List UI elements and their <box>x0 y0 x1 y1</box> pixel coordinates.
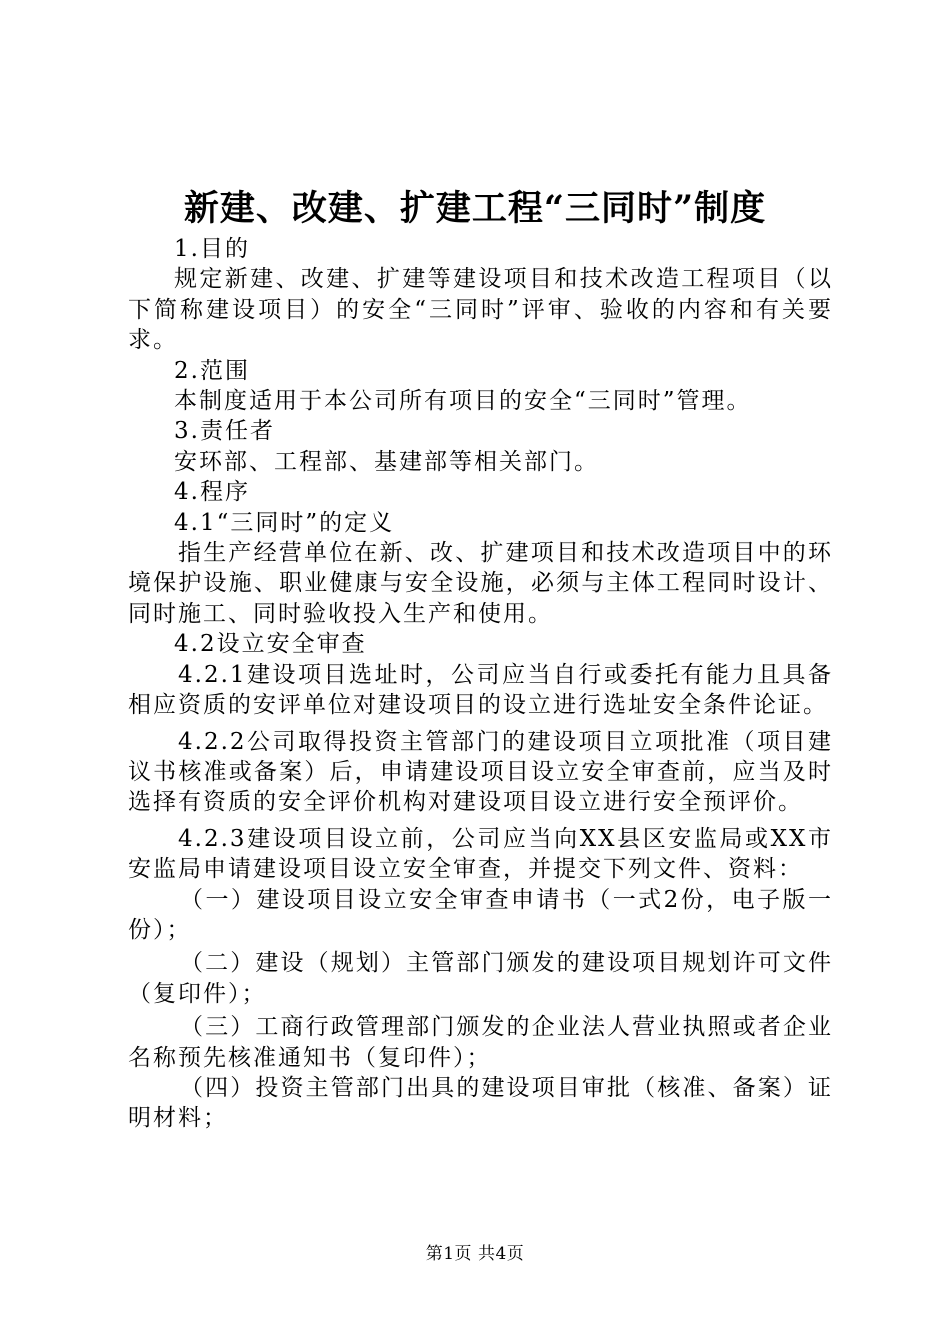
paragraph-definition: 指生产经营单位在新、改、扩建项目和技术改造项目中的环境保护设施、职业健康与安全设施，必须与主体工程同时设计、同时施工、同时验收投入生产和使用。 <box>128 540 833 627</box>
paragraph-4-2-1: 4.2.1建设项目选址时，公司应当自行或委托有能力且具备相应资质的安评单位对建设项目的设立进行选址安全条件论证。 <box>128 661 833 719</box>
page-footer: 第1页 共4页 <box>425 1244 525 1264</box>
list-item-4: （四）投资主管部门出具的建设项目审批（核准、备案）证明材料； <box>128 1074 833 1132</box>
list-item-2: （二）建设（规划）主管部门颁发的建设项目规划许可文件（复印件）； <box>128 950 833 1007</box>
section-heading-purpose: 1.目的 <box>174 236 250 262</box>
list-item-3: （三）工商行政管理部门颁发的企业法人营业执照或者企业名称预先核准通知书（复印件）； <box>128 1014 833 1071</box>
section-heading-responsible: 3.责任者 <box>174 418 275 445</box>
subsection-heading-review: 4.2设立安全审查 <box>174 631 367 658</box>
paragraph-scope: 本制度适用于本公司所有项目的安全“三同时”管理。 <box>174 388 752 415</box>
document-title: 新建、改建、扩建工程“三同时”制度 <box>183 188 767 229</box>
paragraph-purpose: 规定新建、改建、扩建等建设项目和技术改造工程项目（以下简称建设项目）的安全“三同时”评审、验收的内容和有关要求。 <box>128 266 833 354</box>
paragraph-4-2-2: 4.2.2公司取得投资主管部门的建设项目立项批准（项目建议书核准或备案）后，申请建设项目设立安全审查前，应当及时选择有资质的安全评价机构对建设项目设立进行安全预评价。 <box>128 728 833 816</box>
subsection-heading-definition: 4.1“三同时”的定义 <box>174 509 395 536</box>
paragraph-4-2-3: 4.2.3建设项目设立前，公司应当向XX县区安监局或XX市安监局申请建设项目设立安全审查，并提交下列文件、资料： <box>128 825 833 883</box>
paragraph-responsible: 安环部、工程部、基建部等相关部门。 <box>174 448 599 475</box>
section-heading-procedure: 4.程序 <box>174 479 250 506</box>
section-heading-scope: 2.范围 <box>174 357 250 384</box>
list-item-1: （一）建设项目设立安全审查申请书（一式2份，电子版一份）； <box>128 886 833 943</box>
document-body <box>128 234 833 1134</box>
